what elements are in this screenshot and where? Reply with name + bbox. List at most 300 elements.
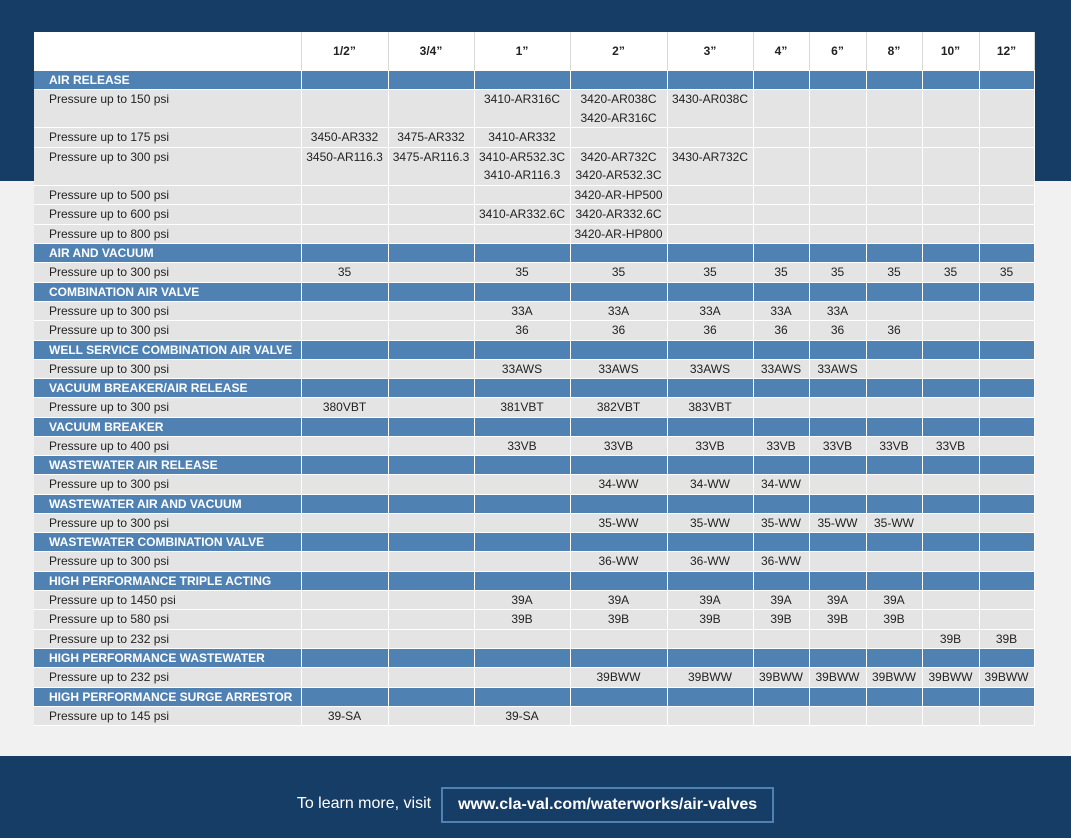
table-row [34,590,1034,610]
model-cell [474,224,570,244]
model-cell [922,590,979,610]
model-cell [922,90,979,128]
model-cell [474,359,570,379]
model-number: 33AWS [501,361,543,376]
table-row [34,359,1034,379]
model-cell [753,513,809,533]
model-number: 36 [774,323,788,337]
model-cell [753,359,809,379]
model-cell [667,128,753,148]
model-cell [979,224,1034,244]
model-cell [388,590,474,610]
model-number: 39BWW [928,670,973,684]
model-cell [474,629,570,649]
section-filler-cell [753,71,809,90]
model-cell [866,185,922,205]
section-filler-cell [570,533,667,552]
model-cell [922,321,979,341]
section-header-row [34,494,1034,513]
model-cell [809,706,866,726]
model-number: 3420-AR332.6C [575,207,662,221]
model-cell [922,610,979,630]
model-cell [866,513,922,533]
model-cell [570,436,667,456]
model-cell [474,321,570,341]
section-filler-cell [866,71,922,90]
model-cell [866,321,922,341]
section-filler-cell [922,417,979,436]
model-number: 35 [774,265,788,279]
model-number: 3420-AR316C [580,110,657,125]
section-filler-cell [922,687,979,706]
model-cell [809,668,866,688]
section-filler-cell [474,282,570,301]
section-header-row [34,649,1034,668]
model-cell [809,436,866,456]
model-number: 33VB [822,438,853,453]
model-number: 3410-AR332.6C [478,207,566,221]
section-filler-cell [809,244,866,263]
table-row [34,185,1034,205]
section-title: WASTEWATER COMBINATION VALVE [34,533,301,552]
pressure-label: Pressure up to 300 psi [34,513,301,533]
model-cell [753,590,809,610]
section-title: AIR AND VACUUM [34,244,301,263]
model-number: 35 [830,265,845,279]
section-filler-cell [667,417,753,436]
model-cell [922,706,979,726]
model-cell [866,128,922,148]
model-cell [570,147,667,185]
model-number: 39B [511,612,533,626]
model-cell [922,359,979,379]
model-cell [809,552,866,572]
model-cell [753,321,809,341]
pressure-label: Pressure up to 145 psi [34,706,301,726]
model-number: 3420-AR-HP800 [574,226,663,241]
model-cell [667,629,753,649]
section-filler-cell [866,687,922,706]
model-number: 33AWS [760,361,802,376]
model-cell [570,224,667,244]
section-filler-cell [753,282,809,301]
model-number: 36 [611,323,626,337]
model-number: 36-WW [690,554,730,568]
section-filler-cell [388,456,474,475]
air-valve-table [34,32,1035,726]
model-cell [570,513,667,533]
section-header-row [34,456,1034,475]
section-filler-cell [922,571,979,590]
section-filler-cell [570,417,667,436]
size-header: 1/2” [301,32,388,71]
section-filler-cell [866,417,922,436]
model-cell [809,321,866,341]
section-title: VACUUM BREAKER/AIR RELEASE [34,379,301,398]
model-number: 39B [883,612,905,626]
section-filler-cell [866,282,922,301]
section-filler-cell [979,379,1034,398]
model-cell [753,436,809,456]
size-header-row [34,32,1034,71]
model-number: 33A [607,303,630,318]
section-filler-cell [388,244,474,263]
model-cell [388,185,474,205]
section-filler-cell [570,494,667,513]
table-row [34,706,1034,726]
model-cell [866,436,922,456]
model-cell [388,205,474,225]
size-header: 6” [809,32,866,71]
model-number: 35 [703,265,717,279]
section-filler-cell [753,687,809,706]
model-cell [301,668,388,688]
table-row [34,90,1034,128]
model-cell [809,128,866,148]
section-filler-cell [474,71,570,90]
footer [0,786,1071,824]
model-cell [667,610,753,630]
section-title: HIGH PERFORMANCE TRIPLE ACTING [34,571,301,590]
section-filler-cell [753,456,809,475]
model-cell [570,301,667,321]
model-number: 39A [883,592,905,607]
model-cell [667,321,753,341]
model-cell [667,475,753,495]
footer-lead-text: To learn more, visit [296,795,432,812]
model-cell [474,147,570,185]
section-filler-cell [570,379,667,398]
model-cell [474,668,570,688]
model-cell [979,706,1034,726]
section-filler-cell [301,571,388,590]
section-filler-cell [301,649,388,668]
model-cell [667,205,753,225]
pressure-label: Pressure up to 300 psi [34,552,301,572]
model-number: 3410-AR532.3C [478,149,566,164]
table-row [34,224,1034,244]
model-number: 3475-AR116.3 [392,149,470,164]
model-number: 381VBT [500,400,544,414]
model-cell [474,301,570,321]
model-cell [570,706,667,726]
model-number: 36-WW [761,554,801,568]
model-cell [667,513,753,533]
section-filler-cell [809,456,866,475]
model-cell [809,359,866,379]
model-cell [301,706,388,726]
table-row [34,629,1034,649]
size-header: 3” [667,32,753,71]
model-cell [388,552,474,572]
section-filler-cell [474,379,570,398]
size-header: 8” [866,32,922,71]
model-cell [301,513,388,533]
section-filler-cell [866,379,922,398]
section-filler-cell [866,456,922,475]
model-cell [753,552,809,572]
model-cell [979,205,1034,225]
section-filler-cell [301,282,388,301]
section-filler-cell [570,649,667,668]
model-number: 383VBT [688,400,732,414]
model-number: 36-WW [598,554,639,568]
section-title: WELL SERVICE COMBINATION AIR VALVE [34,340,301,359]
model-number: 39BWW [871,670,916,684]
table-row [34,610,1034,630]
model-cell [667,263,753,283]
pressure-label: Pressure up to 150 psi [34,90,301,128]
model-cell [809,147,866,185]
section-filler-cell [809,417,866,436]
model-cell [301,224,388,244]
model-number: 39B [939,631,962,646]
model-cell [866,90,922,128]
model-cell [301,590,388,610]
model-number: 39A [511,592,533,607]
model-number: 39B [699,612,721,626]
model-number: 380VBT [322,400,367,414]
model-cell [753,610,809,630]
model-cell [570,205,667,225]
model-cell [809,263,866,283]
model-cell [388,668,474,688]
model-number: 3410-AR332 [488,130,556,144]
model-cell [979,359,1034,379]
model-cell [667,147,753,185]
model-cell [388,321,474,341]
model-cell [474,552,570,572]
model-cell [979,436,1034,456]
section-filler-cell [753,244,809,263]
section-filler-cell [474,571,570,590]
model-number: 39A [770,592,792,607]
model-cell [979,552,1034,572]
section-filler-cell [922,244,979,263]
pressure-label: Pressure up to 800 psi [34,224,301,244]
model-number: 36 [887,323,901,337]
section-filler-cell [301,71,388,90]
section-filler-cell [809,494,866,513]
model-cell [753,90,809,128]
section-filler-cell [922,456,979,475]
section-title: AIR RELEASE [34,71,301,90]
model-cell [667,668,753,688]
section-filler-cell [667,379,753,398]
section-filler-cell [388,571,474,590]
model-cell [979,629,1034,649]
section-filler-cell [388,71,474,90]
model-cell [866,552,922,572]
model-cell [301,263,388,283]
model-number: 35-WW [761,515,801,530]
model-number: 382VBT [596,400,641,414]
section-filler-cell [866,244,922,263]
pressure-label: Pressure up to 300 psi [34,398,301,418]
section-filler-cell [667,533,753,552]
pressure-label: Pressure up to 1450 psi [34,590,301,610]
model-number: 35-WW [817,515,858,530]
section-filler-cell [388,340,474,359]
model-number: 35 [515,265,529,279]
section-header-row [34,571,1034,590]
website-link[interactable]: www.cla-val.com/waterworks/air-valves [441,787,774,823]
section-header-row [34,71,1034,90]
model-cell [979,263,1034,283]
model-number: 3410-AR316C [483,92,561,106]
section-header-row [34,340,1034,359]
model-cell [753,185,809,205]
air-valve-selection-table-card [34,32,1034,723]
model-number: 35-WW [598,515,639,530]
model-cell [922,224,979,244]
table-row [34,668,1034,688]
model-cell [388,301,474,321]
model-cell [388,629,474,649]
model-number: 39BWW [687,670,732,684]
model-cell [474,610,570,630]
model-cell [570,128,667,148]
model-cell [866,590,922,610]
model-cell [809,301,866,321]
model-cell [866,359,922,379]
model-cell [570,359,667,379]
section-filler-cell [388,417,474,436]
section-filler-cell [922,71,979,90]
model-cell [866,205,922,225]
model-number: 39A [699,592,721,607]
section-header-row [34,533,1034,552]
model-cell [866,301,922,321]
model-cell [667,185,753,205]
model-number: 39B [607,612,630,626]
model-number: 33A [770,303,792,318]
model-number: 33VB [766,438,796,453]
model-cell [667,398,753,418]
model-cell [570,263,667,283]
model-cell [979,398,1034,418]
model-cell [922,552,979,572]
table-row [34,475,1034,495]
model-cell [301,147,388,185]
pressure-label: Pressure up to 300 psi [34,475,301,495]
model-cell [809,185,866,205]
model-number: 39A [607,592,630,607]
model-cell [667,224,753,244]
model-cell [301,629,388,649]
section-title: HIGH PERFORMANCE WASTEWATER [34,649,301,668]
model-cell [809,629,866,649]
table-row [34,128,1034,148]
model-cell [809,205,866,225]
section-filler-cell [809,379,866,398]
model-number: 33AWS [817,361,858,376]
model-number: 33VB [879,438,909,453]
model-cell [979,475,1034,495]
section-header-row [34,282,1034,301]
model-cell [866,475,922,495]
model-number: 39-SA [505,708,539,723]
model-cell [301,436,388,456]
model-cell [922,398,979,418]
section-filler-cell [388,533,474,552]
model-number: 39A [826,592,849,607]
model-number: 3420-AR038C [580,92,657,106]
section-filler-cell [301,379,388,398]
model-cell [922,436,979,456]
section-filler-cell [570,340,667,359]
model-number: 33A [826,303,849,318]
section-filler-cell [667,649,753,668]
section-filler-cell [474,340,570,359]
model-cell [301,185,388,205]
table-row [34,552,1034,572]
model-cell [979,185,1034,205]
model-number: 33AWS [598,361,639,376]
section-filler-cell [922,494,979,513]
section-filler-cell [474,687,570,706]
section-filler-cell [301,340,388,359]
model-number: 3410-AR116.3 [483,168,561,182]
model-cell [922,475,979,495]
model-number: 35-WW [874,515,914,530]
section-filler-cell [474,456,570,475]
size-header: 10” [922,32,979,71]
model-cell [570,610,667,630]
section-filler-cell [979,71,1034,90]
model-cell [301,301,388,321]
model-cell [388,513,474,533]
model-cell [809,590,866,610]
model-number: 33A [699,303,721,318]
model-cell [809,610,866,630]
model-cell [388,398,474,418]
model-cell [474,128,570,148]
model-cell [753,301,809,321]
model-cell [922,185,979,205]
model-cell [866,668,922,688]
pressure-label: Pressure up to 300 psi [34,147,301,185]
model-cell [474,590,570,610]
size-header: 2” [570,32,667,71]
section-filler-cell [570,282,667,301]
section-filler-cell [753,494,809,513]
section-title: COMBINATION AIR VALVE [34,282,301,301]
model-cell [866,147,922,185]
section-header-row [34,244,1034,263]
model-number: 39BWW [984,670,1029,684]
model-cell [570,321,667,341]
model-cell [979,90,1034,128]
section-filler-cell [388,494,474,513]
model-cell [922,147,979,185]
model-cell [753,263,809,283]
model-number: 36 [830,323,845,337]
model-cell [866,706,922,726]
section-filler-cell [667,456,753,475]
model-cell [474,513,570,533]
section-filler-cell [922,340,979,359]
pressure-label: Pressure up to 500 psi [34,185,301,205]
section-filler-cell [570,571,667,590]
model-cell [301,552,388,572]
section-filler-cell [866,533,922,552]
model-cell [866,263,922,283]
model-cell [388,90,474,128]
model-number: 39BWW [596,670,641,684]
section-title: WASTEWATER AIR RELEASE [34,456,301,475]
model-cell [388,436,474,456]
